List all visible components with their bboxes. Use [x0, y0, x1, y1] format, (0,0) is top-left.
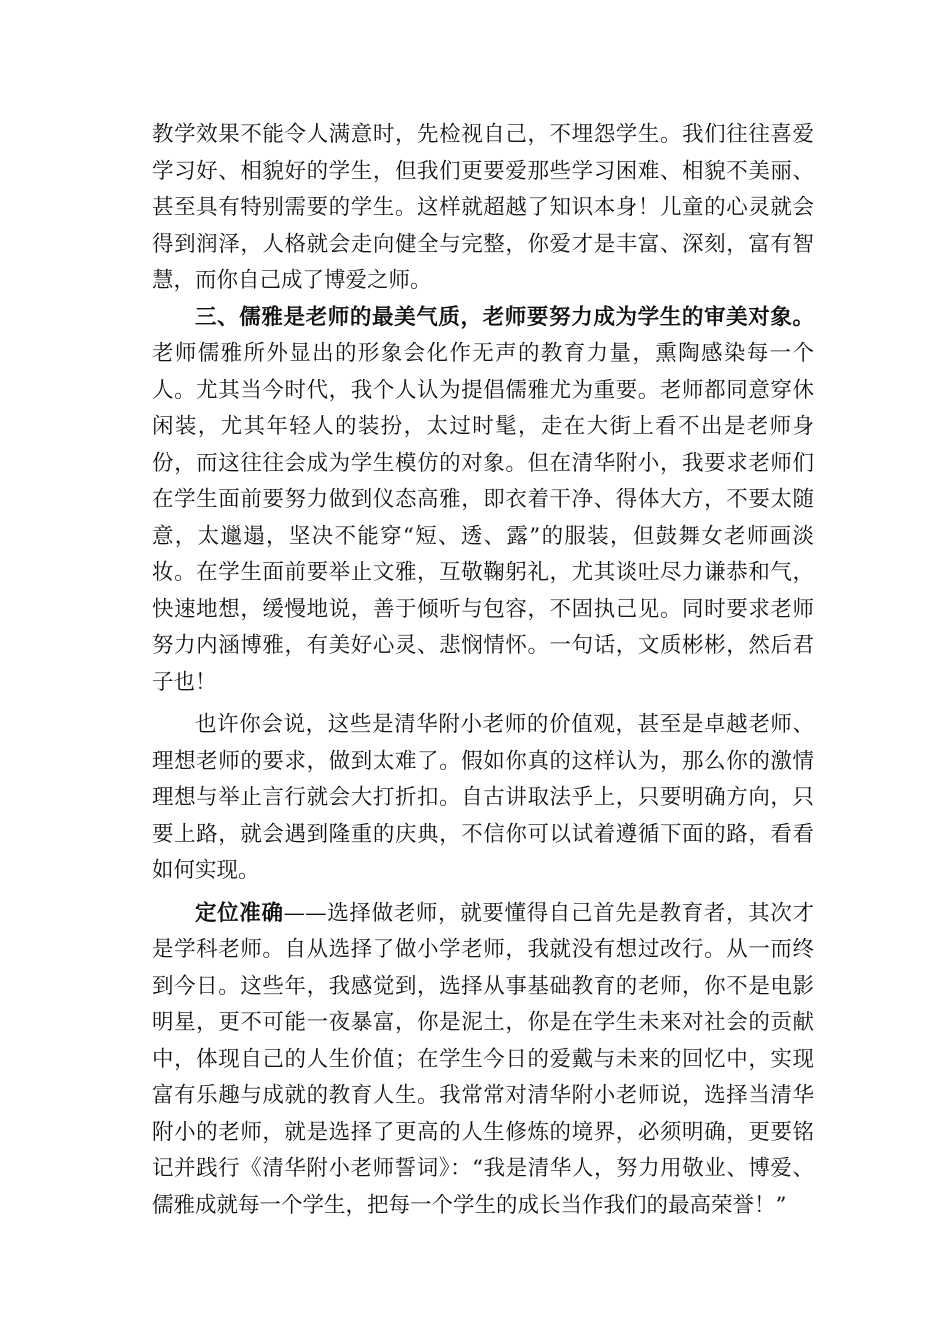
paragraph-text: 也许你会说，这些是清华附小老师的价值观，甚至是卓越老师、理想老师的要求，做到太难了。假如你真的这样认为，那么你的激情理想与举止言行就会大打折扣。自古讲取法乎上，只要明确方向，只要上路，就会遇到隆重的庆典，不信你可以试着遵循下面的路，看看如何实现。 — [152, 712, 814, 883]
paragraph-text: ——选择做老师，就要懂得自己首先是教育者，其次才是学科老师。自从选择了做小学老师，我就没有想过改行。从一而终到今日。这些年，我感觉到，选择从事基础教育的老师，你不是电影明星，更不可能一夜暴富，你是泥土，你是在学生未来对社会的贡献中，体现自己的人生价值；在学生今日的爱戴与未来的回忆中，实现富有乐趣与成就的教育人生。我常常对清华附小老师说，选择当清华附小的老师，就是选择了更高的人生修炼的境界，必须明确，更要铭记并践行《清华附小老师誓词》：“我是清华人，努力用敬业、博爱、儒雅成就每一个学生，把每一个学生的成长当作我们的最高荣誉！” — [152, 900, 814, 1218]
paragraph-text: 老师儒雅所外显出的形象会化作无声的教育力量，熏陶感染每一个人。尤其当今时代，我个人认为提倡儒雅尤为重要。老师都同意穿休闲装，尤其年轻人的装扮，太过时髦，走在大街上看不出是老师身份，而这往往会成为学生模仿的对象。但在清华附小，我要求老师们在学生面前要努力做到仪态高雅，即衣着干净、得体大方，不要太随意，太邋遢，坚决不能穿“短、透、露”的服装，但鼓舞女老师画淡妆。在学生面前要举止文雅，互敬鞠躬礼，尤其谈吐尽力谦恭和气，快速地想，缓慢地说，善于倾听与包容，不固执己见。同时要求老师努力内涵博雅，有美好心灵、悲悯情怀。一句话，文质彬彬，然后君子也！ — [152, 341, 814, 695]
paragraph-continuation — [152, 117, 814, 300]
section-heading: 三、儒雅是老师的最美气质，老师要努力成为学生的审美对象。 — [195, 304, 814, 330]
paragraph-reflection — [152, 707, 814, 890]
inline-heading: 定位准确 — [195, 900, 284, 926]
paragraph-section-three — [152, 300, 814, 702]
paragraph-text: 教学效果不能令人满意时，先检视自己，不埋怨学生。我们往往喜爱学习好、相貌好的学生，但我们更要爱那些学习困难、相貌不美丽、甚至具有特别需要的学生。这样就超越了知识本身！儿童的心灵就会得到润泽，人格就会走向健全与完整，你爱才是丰富、深刻，富有智慧，而你自己成了博爱之师。 — [152, 122, 814, 293]
document-body — [152, 117, 814, 1224]
paragraph-positioning — [152, 896, 814, 1225]
